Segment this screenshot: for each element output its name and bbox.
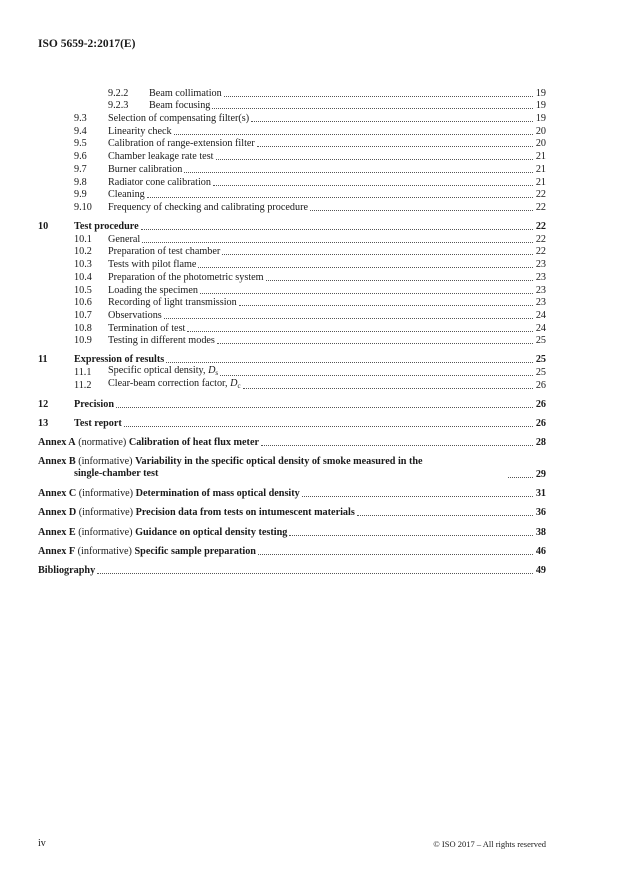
toc-entry-10-8[interactable] [38,322,546,335]
annex-title: Calibration of heat flux meter [128,437,259,449]
toc-entry-9-6[interactable] [38,150,546,163]
toc-number: 9.2.3 [108,100,129,112]
toc-number: 9.8 [74,176,87,188]
dot-leader [187,330,533,332]
toc-number: 9.10 [74,201,92,213]
toc-page: 24 [535,322,546,334]
toc-title: Preparation of test chamber [108,246,221,258]
toc-title: Burner calibration [108,163,183,175]
toc-title: Recording of light transmission [108,297,237,309]
dot-leader [141,228,533,230]
toc-page: 22 [535,189,546,201]
dot-leader [124,425,533,427]
toc-page: 25 [535,354,546,366]
symbol: D [230,377,238,389]
toc-page: 46 [535,545,546,557]
dot-leader [184,171,533,173]
dot-leader [166,361,533,363]
toc-number: 9.9 [74,189,87,201]
toc-entry-10-2[interactable] [38,246,546,259]
dot-leader [224,95,533,97]
annex-kind: (normative) [75,437,129,449]
toc-entry-9-10[interactable] [38,201,546,214]
dot-leader [212,107,533,109]
toc-annex-c[interactable] [38,488,546,501]
annex-label: Annex A [38,437,76,449]
toc-number: 10.5 [74,284,92,296]
toc-number: 11 [38,354,48,366]
toc-entry-10-1[interactable] [38,233,546,246]
toc-title: General [108,233,141,245]
toc-page: 22 [535,246,546,258]
toc-number: 9.6 [74,151,87,163]
dot-leader [142,241,533,243]
toc-page: 19 [535,113,546,125]
annex-title-continued: single-chamber test [74,468,159,480]
toc-number: 9.4 [74,125,87,137]
toc-title: Preparation of the photometric system [108,271,264,283]
dot-leader [217,342,533,344]
annex-title: Specific sample preparation [134,545,256,557]
toc-number: 11.1 [74,367,92,379]
dot-leader [258,553,533,555]
dot-leader [97,572,533,574]
toc-page: 38 [535,526,546,538]
toc-title: Radiator cone calibration [108,176,211,188]
toc-entry-10-7[interactable] [38,309,546,322]
dot-leader [216,158,533,160]
toc-entry-9-9[interactable] [38,189,546,202]
annex-title: Variability in the specific optical density of smoke measured in the [135,455,423,467]
toc-page: 20 [535,138,546,150]
toc-number: 10.1 [74,233,92,245]
toc-entry-9-8[interactable] [38,176,546,189]
dot-leader [222,253,533,255]
annex-label: Annex D [38,507,77,519]
annex-title: Determination of mass optical density [135,488,300,500]
toc-page: 21 [535,163,546,175]
toc-title: Expression of results [74,354,165,366]
toc-page: 31 [535,488,546,500]
annex-title: Precision data from tests on intumescent materials [135,507,355,519]
toc-page: 25 [535,335,546,347]
toc-title [38,527,287,539]
toc-title: Loading the specimen [108,284,198,296]
toc-entry-9-7[interactable] [38,163,546,176]
toc-page: 23 [535,297,546,309]
toc-number: 10 [38,221,49,233]
toc-title: Calibration of range-extension filter [108,138,255,150]
toc-entry-9-4[interactable] [38,125,546,138]
toc-number: 12 [38,399,49,410]
toc-number: 9.2.2 [108,87,129,99]
toc-entry-10-5[interactable] [38,284,546,297]
toc-number: 10.8 [74,322,92,334]
toc-title: Selection of compensating filter(s) [108,113,250,125]
toc-entry-10-9[interactable] [38,335,546,348]
dot-leader [174,133,533,135]
toc-page: 36 [535,507,546,519]
annex-label: Annex F [38,545,76,557]
toc-annex-f[interactable] [38,545,546,558]
dot-leader [261,444,533,446]
dot-leader [213,184,533,186]
toc-annex-a[interactable] [38,437,546,450]
toc-number: 10.4 [74,271,92,283]
toc-annex-e[interactable] [38,526,546,539]
dot-leader [116,406,533,408]
toc-number: 10.3 [74,259,92,271]
annex-title: Guidance on optical density testing [135,526,288,538]
toc-number: 11.2 [74,379,92,391]
toc-entry-11-2[interactable] [38,379,546,392]
toc-title: Beam collimation [149,87,222,99]
toc-clause-12[interactable] [38,398,546,411]
dot-leader [508,476,533,478]
dot-leader [289,534,533,536]
toc-title: Frequency of checking and calibrating procedure [108,201,308,213]
document-id-header: ISO 5659-2:2017(E) [38,38,136,50]
toc-number: 9.3 [74,113,87,125]
toc-number: 10.2 [74,246,92,258]
annex-label: Annex C [38,488,77,500]
toc-title: Test report [74,418,122,430]
toc-page: 23 [535,259,546,271]
dot-leader [302,495,533,497]
annex-kind: (informative) [76,488,136,500]
symbol: D [208,365,216,377]
annex-kind: (informative) [75,545,135,557]
toc-page: 24 [535,309,546,321]
toc-number: 13 [38,418,49,430]
toc-page: 49 [535,565,546,576]
toc-title [38,546,256,558]
toc-page: 29 [535,469,546,481]
toc-page: 26 [535,399,546,410]
toc-page: 26 [535,379,546,391]
toc-page: 26 [535,418,546,430]
toc-page: 21 [535,151,546,163]
annex-kind: (informative) [75,526,136,538]
toc-entry-9-2-3[interactable] [38,100,546,113]
toc-page: 22 [535,233,546,245]
toc-entry-9-3[interactable] [38,112,546,125]
toc-title [108,378,241,392]
toc-title: Chamber leakage rate test [108,151,214,163]
toc-number: 9.5 [74,138,87,150]
toc-entry-10-3[interactable] [38,258,546,271]
toc-page: 22 [535,201,546,213]
toc-title: Termination of test [108,322,186,334]
toc-title: Cleaning [108,189,145,201]
toc-title: Test procedure [74,221,139,233]
toc-title: Precision [74,399,114,410]
annex-label: Annex E [38,526,76,538]
dot-leader [200,292,533,294]
toc-title: Beam focusing [149,100,211,112]
dot-leader [198,266,533,268]
page-number: iv [38,838,46,849]
dot-leader [220,374,533,376]
toc-title: Linearity check [108,125,172,137]
toc-title-text: Clear-beam correction factor, [108,377,231,389]
toc-page: 21 [535,176,546,188]
toc-entry-9-2-2[interactable] [38,87,546,100]
toc-number: 10.7 [74,309,92,321]
toc-page: 19 [535,100,546,112]
dot-leader [310,209,533,211]
toc-title: Tests with pilot flame [108,259,197,271]
dot-leader [266,279,533,281]
dot-leader [357,514,533,516]
subscript: c [237,381,241,390]
toc-clause-13[interactable] [38,418,546,431]
annex-kind: (informative) [75,455,136,467]
dot-leader [239,304,533,306]
table-of-contents [38,87,546,577]
toc-number: 10.9 [74,335,92,347]
copyright-notice: © ISO 2017 – All rights reserved [433,839,546,849]
toc-number: 9.7 [74,163,87,175]
toc-page: 23 [535,271,546,283]
annex-kind: (informative) [76,507,136,519]
annex-label: Annex B [38,455,76,467]
dot-leader [257,145,533,147]
subscript: s [215,369,219,378]
dot-leader [147,196,533,198]
dot-leader [164,317,533,319]
toc-title: Observations [108,309,162,321]
toc-annex-b[interactable] [38,456,546,481]
toc-title [38,507,355,519]
toc-title [38,437,259,449]
toc-page: 23 [535,284,546,296]
dot-leader [251,120,533,122]
toc-page: 22 [535,221,546,233]
toc-title [38,488,300,500]
toc-bibliography[interactable] [38,564,546,577]
toc-title [38,456,506,481]
toc-annex-d[interactable] [38,507,546,520]
toc-entry-9-5[interactable] [38,138,546,151]
dot-leader [243,387,533,389]
toc-clause-10[interactable] [38,220,546,233]
toc-page: 19 [535,87,546,99]
toc-page: 25 [535,367,546,379]
toc-number: 10.6 [74,297,92,309]
toc-title-text: Specific optical density, [108,365,209,377]
toc-title: Bibliography [38,565,96,576]
toc-page: 20 [535,125,546,137]
toc-entry-10-6[interactable] [38,297,546,310]
toc-page: 28 [535,437,546,449]
toc-title: Testing in different modes [108,335,215,347]
toc-entry-10-4[interactable] [38,271,546,284]
